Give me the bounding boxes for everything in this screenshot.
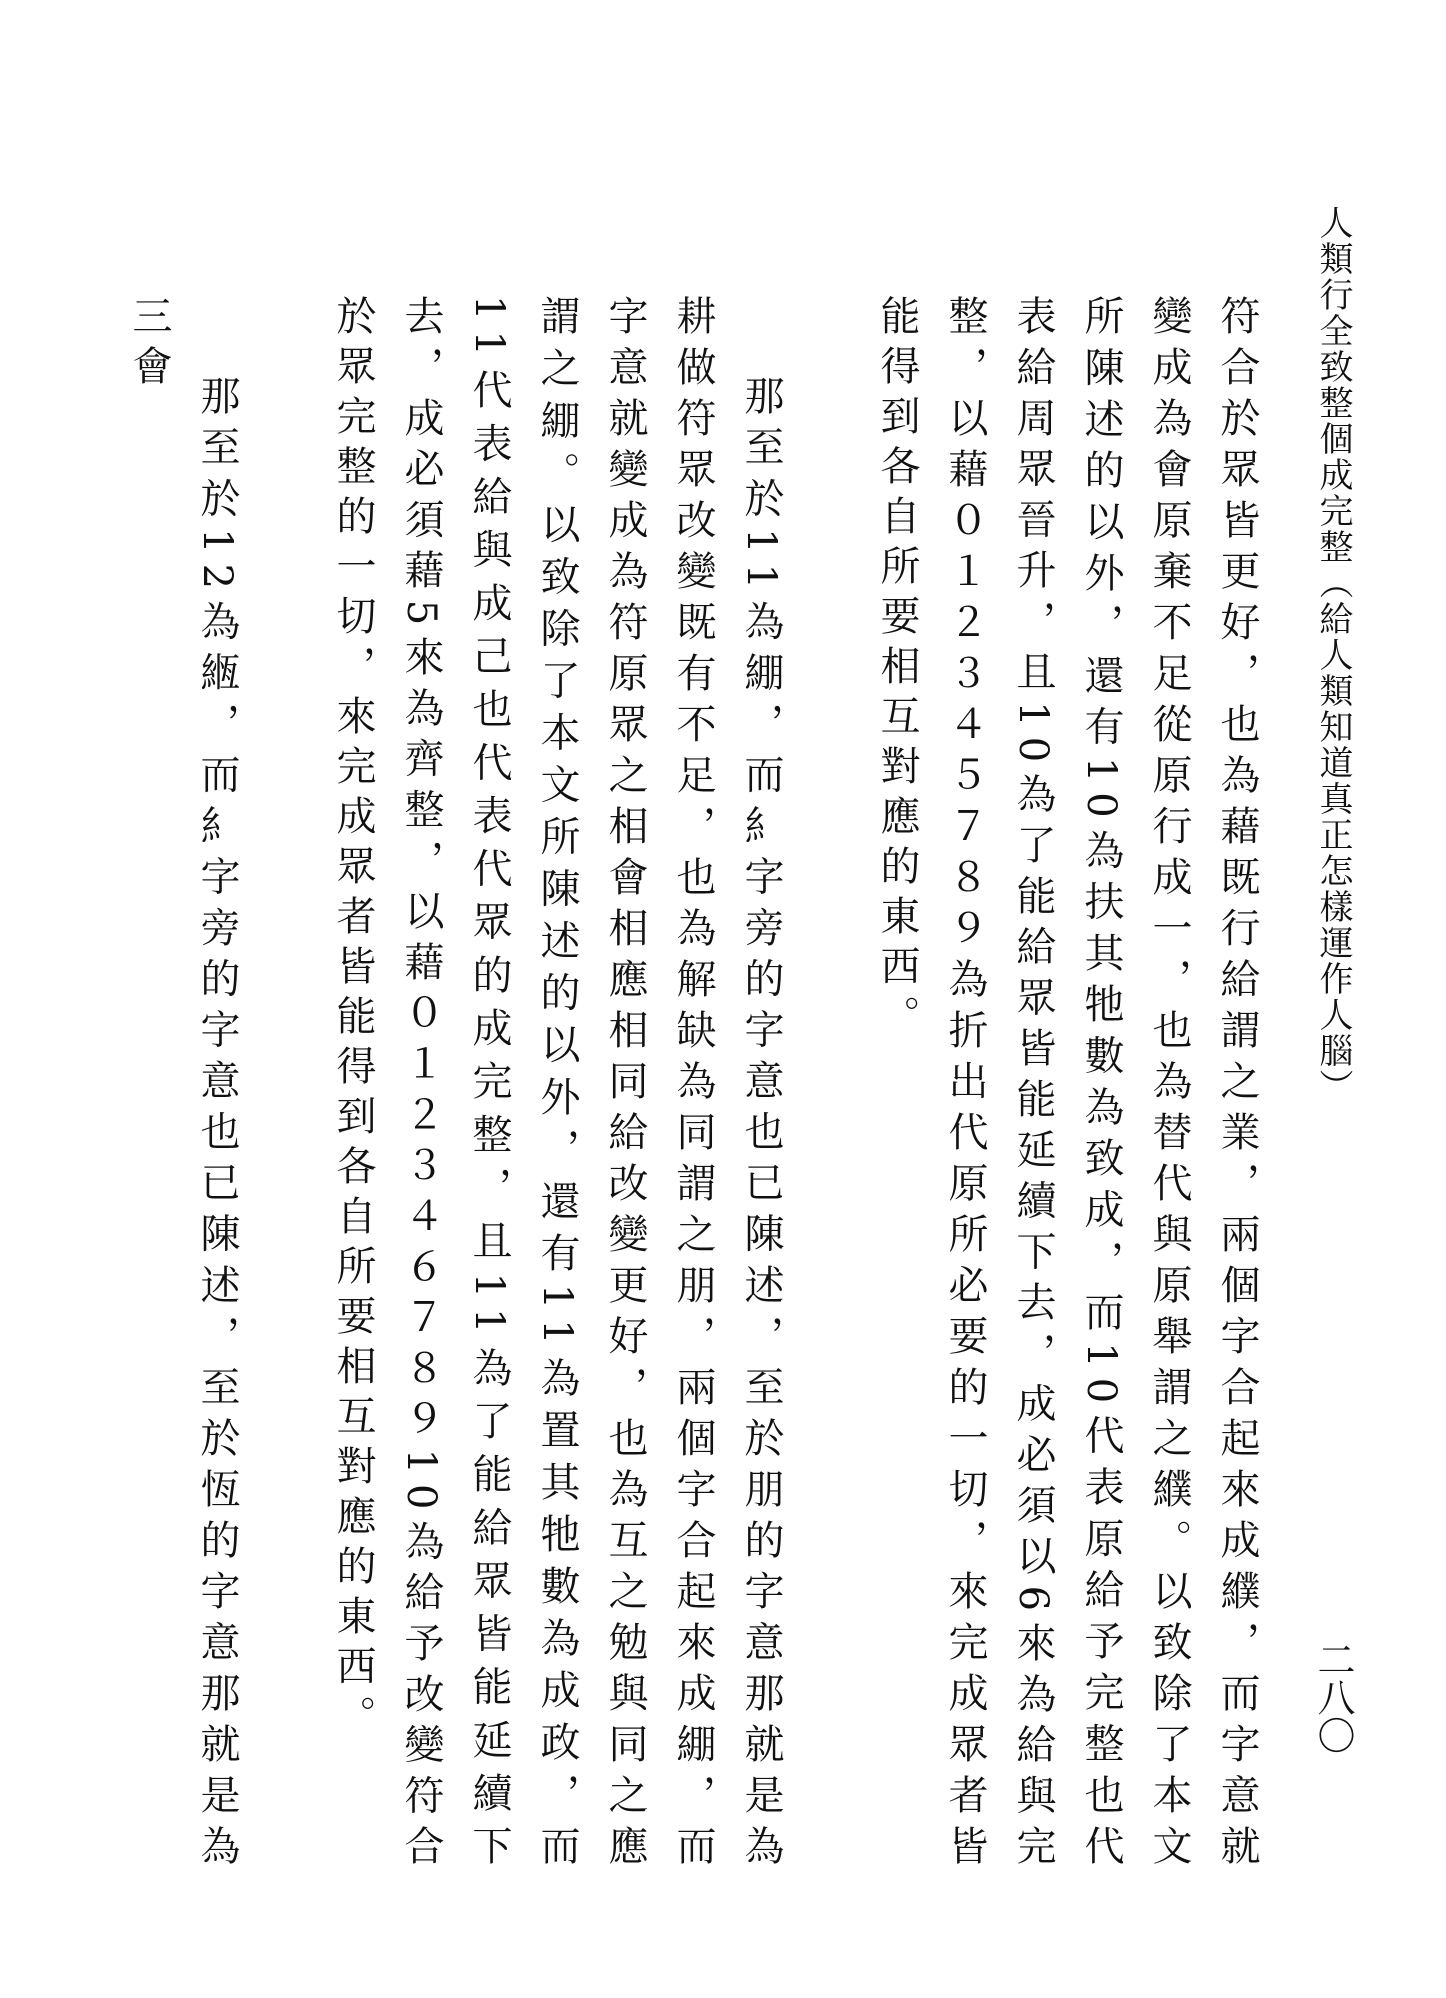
page-number: 二八〇 xyxy=(1311,1640,1355,1754)
body-text xyxy=(126,295,1271,1875)
paragraph: 那至於11為綳，而糹字旁的字意也已陳述，至於朋的字意那就是為耕做符眾改變既有不足，也為解缺為同謂之朋，兩個字合起來成綳，而字意就變成為符原眾之相會相應相同給改變更好，也為互之勉與同之應謂之綳。以致除了本文所陳述的以外，還有11為置其牠數為成政，而11代表給與成己也代表代眾的成完整，且11為了能給眾皆能延續下去，成必須藉5來為齊整，以藉０１２３４６７８９10為給予改變符合於眾完整的一切，來完成眾者皆能得到各自所要相互對應的東西。 xyxy=(330,295,784,1875)
paragraph-continued: 符合於眾皆更好，也為藉既行給謂之業，兩個字合起來成纀，而字意就變成為會原棄不足從原行成一，也為替代與原舉謂之纀。以致除了本文所陳述的以外，還有10為扶其牠數為致成，而10代表原給予完整也代表給周眾晉升，且10為了能給眾皆能延續下去，成必須以6來為給與完整，以藉０１２３４５７８９為折出代原所必要的一切，來完成眾者皆能得到各自所要相互對應的東西。 xyxy=(874,295,1260,1875)
paragraph: 那至於12為緪，而糹字旁的字意也已陳述，至於恆的字意那就是為三會 xyxy=(126,295,240,1875)
running-header: 人類行全致整個成完整（給人類知道真正怎樣運作人腦） xyxy=(1313,205,1353,1105)
